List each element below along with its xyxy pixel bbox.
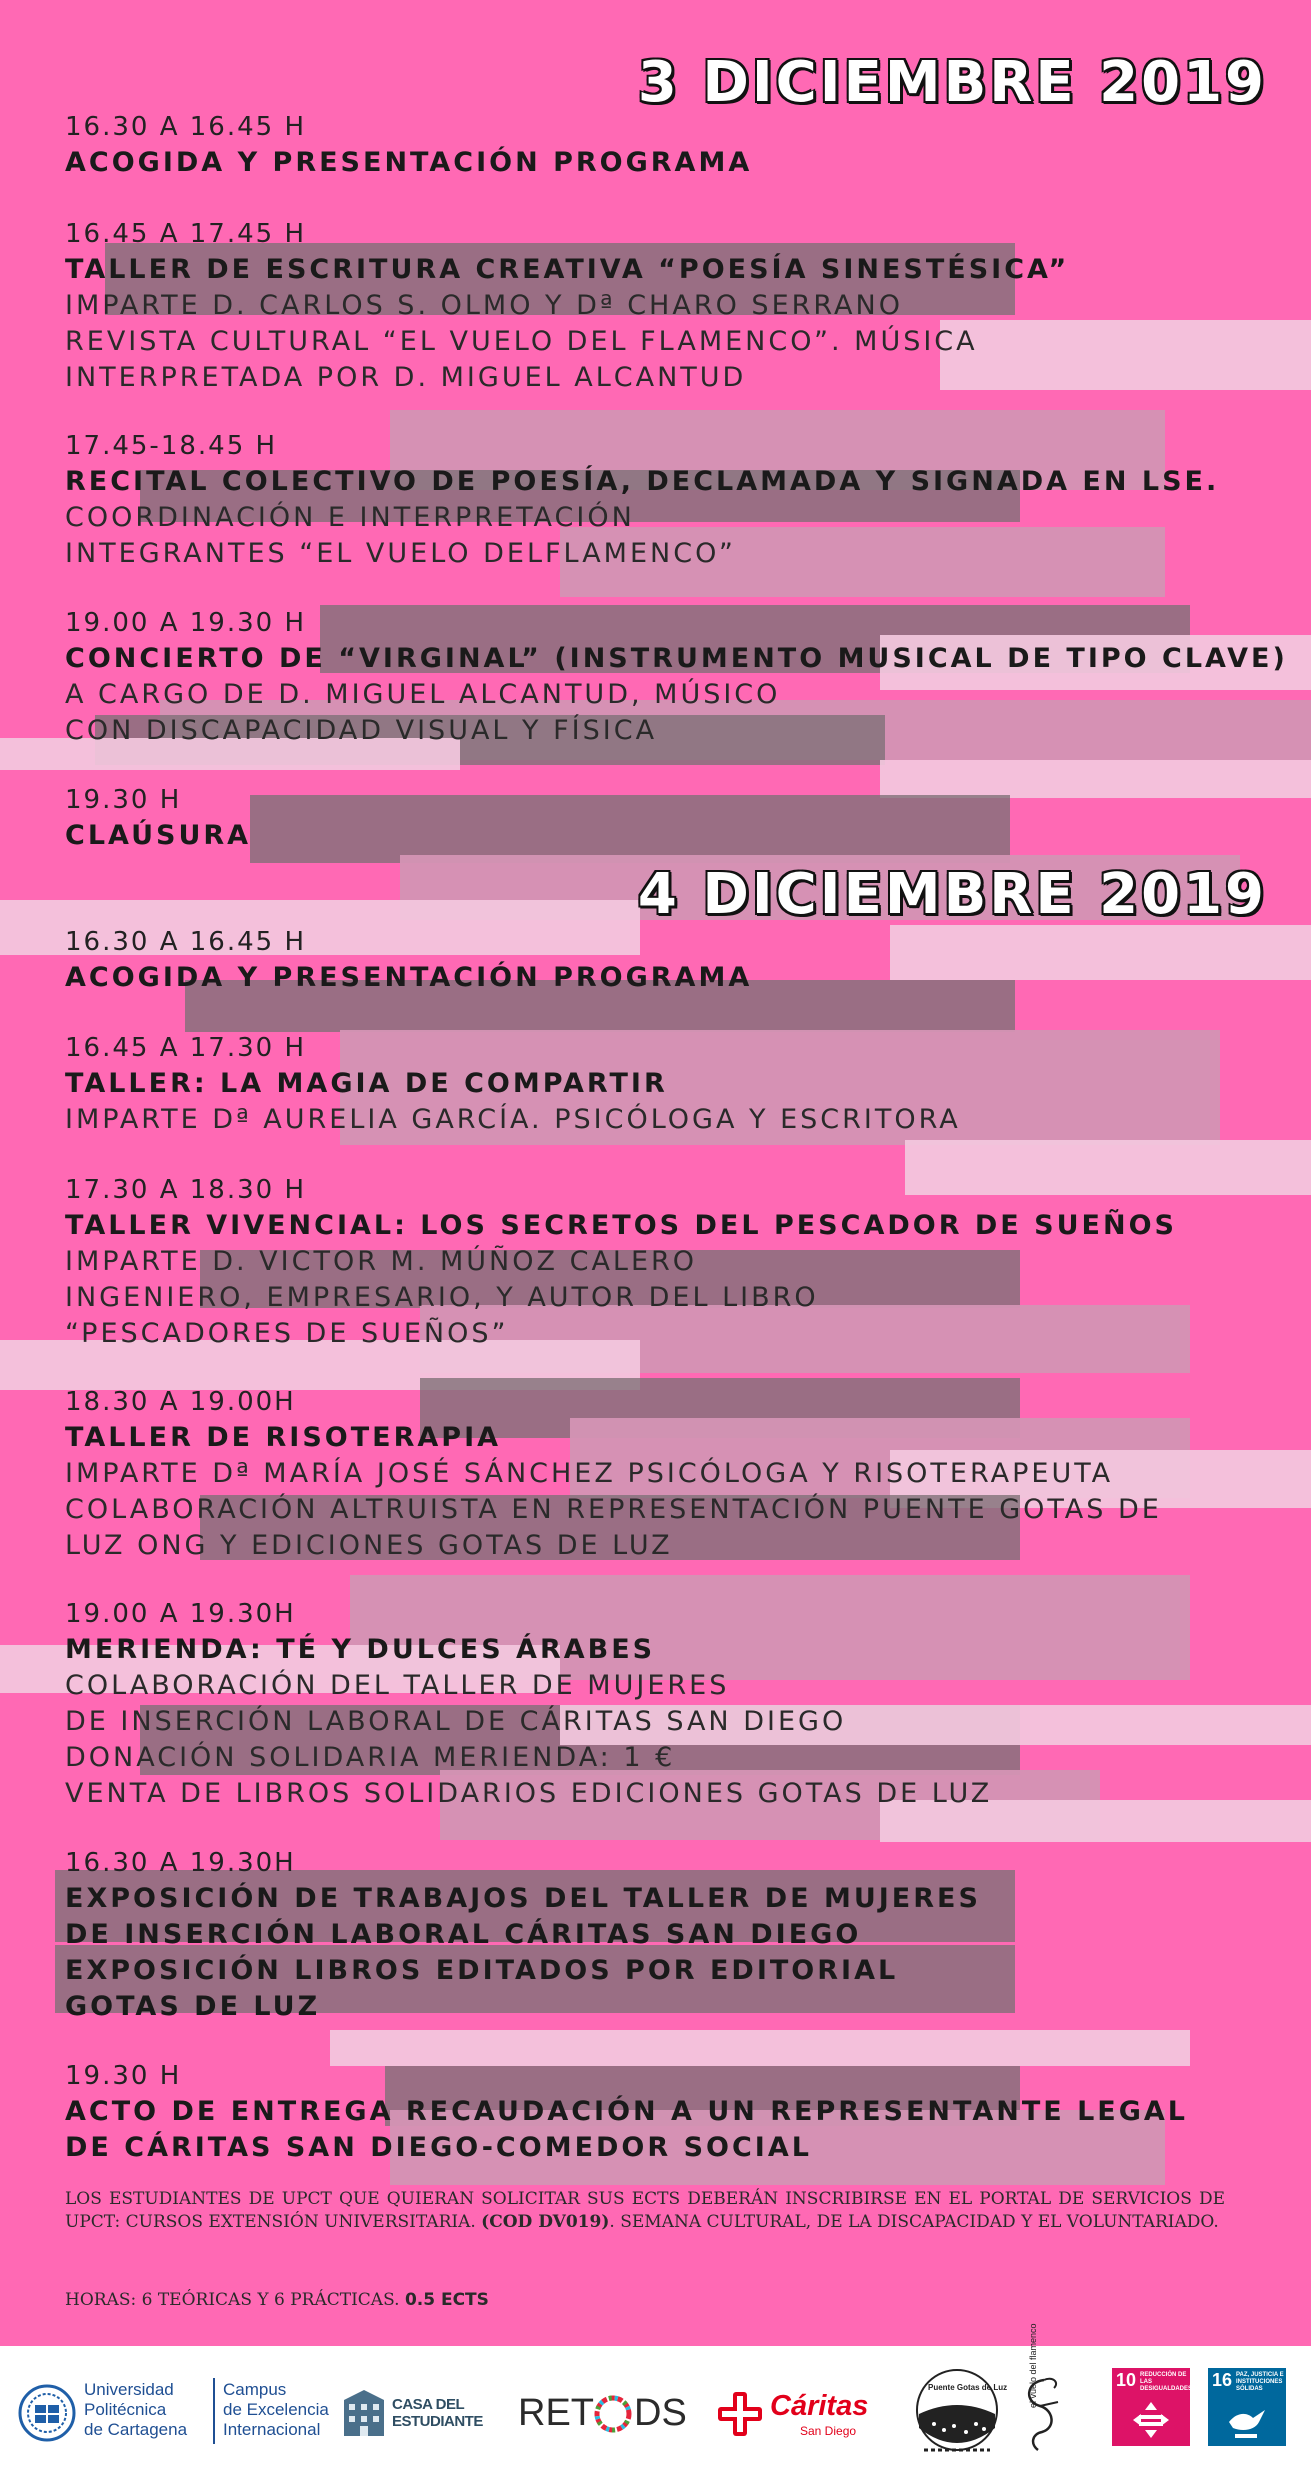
event-detail: VENTA DE LIBROS SOLIDARIOS EDICIONES GOTAS DE LUZ	[65, 1778, 993, 1809]
event-title: CONCIERTO DE “VIRGINAL” (INSTRUMENTO MUSICAL DE TIPO CLAVE)	[65, 643, 1288, 674]
event-detail: IMPARTE D. CARLOS S. OLMO Y Dª CHARO SERRANO	[65, 290, 903, 321]
gotas-de-luz-text: Puente Gotas de Luz	[928, 2383, 1008, 2392]
dove-gavel-icon	[1225, 2404, 1269, 2442]
event-detail: LUZ ONG Y EDICIONES GOTAS DE LUZ	[65, 1530, 673, 1561]
building-icon	[340, 2386, 388, 2438]
casa-line1: CASA DEL	[392, 2396, 465, 2413]
upct-line1: Universidad	[84, 2380, 174, 2399]
campus-line1: Campus	[223, 2380, 287, 2399]
gotas-de-luz-emblem-icon	[914, 2366, 1000, 2462]
logo-bar	[0, 2323, 1311, 2480]
vuelo-flamenco-logo	[1014, 2323, 1094, 2468]
upct-line2: Politécnica	[84, 2400, 167, 2419]
event-time: 19.30 H	[65, 2061, 182, 2091]
event-detail: IMPARTE Dª AURELIA GARCÍA. PSICÓLOGA Y ESCRITORA	[65, 1104, 961, 1135]
event-detail: INTERPRETADA POR D. MIGUEL ALCANTUD	[65, 362, 747, 393]
retods-logo	[518, 2386, 698, 2442]
caritas-sub: San Diego	[800, 2424, 857, 2438]
footnote-text: LOS ESTUDIANTES DE UPCT QUE QUIERAN SOLICITAR SUS ECTS DEBERÁN INSCRIBIRSE EN EL PORTAL DE SERVICIOS DE UPCT: CURSOS EXTENSIÓN UNIVERSITARIA.	[65, 2189, 1225, 2232]
day1-event-2	[65, 216, 1275, 396]
footnote-text-end: . SEMANA CULTURAL, DE LA DISCAPACIDAD Y EL VOLUNTARIADO.	[609, 2212, 1219, 2232]
day2-event-7	[65, 2058, 1275, 2166]
event-detail: INTEGRANTES “EL VUELO DELFLAMENCO”	[65, 538, 736, 569]
retods-text-right: DS	[634, 2392, 687, 2434]
event-title: RECITAL COLECTIVO DE POESÍA, DECLAMADA Y SIGNADA EN LSE.	[65, 466, 1220, 497]
event-title: TALLER DE RISOTERAPIA	[65, 1422, 502, 1453]
event-time: 17.45-18.45 H	[65, 431, 278, 461]
campus-line2: de Excelencia	[223, 2400, 329, 2419]
event-time: 19.00 A 19.30H	[65, 1599, 296, 1629]
event-title: CLAÚSURA	[65, 820, 252, 851]
event-title: ACTO DE ENTREGA RECAUDACIÓN A UN REPRESENTANTE LEGAL	[65, 2096, 1188, 2127]
flamenco-text: el vuelo del flamenco	[1028, 2323, 1038, 2408]
event-detail: INGENIERO, EMPRESARIO, Y AUTOR DEL LIBRO	[65, 1282, 819, 1313]
event-title: EXPOSICIÓN LIBROS EDITADOS POR EDITORIAL	[65, 1955, 899, 1986]
casa-estudiante-logo	[340, 2384, 500, 2444]
day2-event-5	[65, 1596, 1275, 1812]
event-title: TALLER DE ESCRITURA CREATIVA “POESÍA SINESTÉSICA”	[65, 254, 1070, 285]
event-title: GOTAS DE LUZ	[65, 1991, 321, 2022]
day2-date-heading: 4 DICIEMBRE 2019	[637, 862, 1267, 927]
casa-line2: ESTUDIANTE	[392, 2413, 483, 2430]
event-detail: A CARGO DE D. MIGUEL ALCANTUD, MÚSICO	[65, 679, 781, 710]
event-time: 16.45 A 17.30 H	[65, 1033, 306, 1063]
campus-line3: Internacional	[223, 2420, 321, 2439]
event-title: TALLER VIVENCIAL: LOS SECRETOS DEL PESCADOR DE SUEÑOS	[65, 1210, 1177, 1241]
course-code: (COD DV019)	[481, 2212, 610, 2232]
event-time: 16.45 A 17.45 H	[65, 219, 306, 249]
caritas-logo	[714, 2386, 904, 2446]
event-detail: COLABORACIÓN DEL TALLER DE MUJERES	[65, 1670, 730, 1701]
upct-seal-icon	[18, 2384, 76, 2442]
sdg-10-label: REDUCCIÓN DE LAS DESIGUALDADES	[1140, 2372, 1193, 2392]
day2-event-6	[65, 1845, 1275, 2025]
event-detail: REVISTA CULTURAL “EL VUELO DEL FLAMENCO”. MÚSICA	[65, 326, 978, 357]
event-title: ACOGIDA Y PRESENTACIÓN PROGRAMA	[65, 962, 753, 993]
event-title: ACOGIDA Y PRESENTACIÓN PROGRAMA	[65, 147, 753, 178]
hours-text: HORAS: 6 TEÓRICAS Y 6 PRÁCTICAS.	[65, 2290, 400, 2310]
event-title: TALLER: LA MAGIA DE COMPARTIR	[65, 1068, 668, 1099]
event-time: 18.30 A 19.00H	[65, 1387, 296, 1417]
event-time: 16.30 A 16.45 H	[65, 112, 306, 142]
sdg-wheel-icon	[594, 2395, 632, 2433]
day2-event-4	[65, 1384, 1275, 1564]
upct-logo	[18, 2378, 329, 2448]
event-title: EXPOSICIÓN DE TRABAJOS DEL TALLER DE MUJERES	[65, 1883, 981, 1914]
event-detail: DONACIÓN SOLIDARIA MERIENDA: 1 €	[65, 1742, 676, 1773]
sdg-10-badge	[1112, 2368, 1193, 2446]
equality-icon	[1131, 2400, 1171, 2440]
ects-footnote	[65, 2188, 1225, 2234]
day2-event-3	[65, 1172, 1275, 1352]
day1-date-heading: 3 DICIEMBRE 2019	[637, 50, 1267, 115]
event-time: 19.30 H	[65, 785, 182, 815]
event-detail: DE INSERCIÓN LABORAL DE CÁRITAS SAN DIEGO	[65, 1706, 847, 1737]
day1-event-3	[65, 428, 1275, 572]
day2-event-1	[65, 924, 1275, 996]
flamenco-bird-icon	[1014, 2372, 1074, 2458]
event-title: MERIENDA: TÉ Y DULCES ÁRABES	[65, 1634, 656, 1665]
event-time: 19.00 A 19.30 H	[65, 608, 306, 638]
sdg-10-number: 10	[1116, 2370, 1137, 2390]
sdg-16-badge	[1208, 2368, 1286, 2446]
event-time: 16.30 A 16.45 H	[65, 927, 306, 957]
upct-line3: de Cartagena	[84, 2420, 188, 2439]
caritas-cross-icon	[714, 2388, 766, 2440]
event-detail: IMPARTE Dª MARÍA JOSÉ SÁNCHEZ PSICÓLOGA Y RISOTERAPEUTA	[65, 1458, 1114, 1489]
event-time: 17.30 A 18.30 H	[65, 1175, 306, 1205]
caritas-name: Cáritas	[770, 2390, 869, 2422]
sdg-16-number: 16	[1212, 2370, 1233, 2390]
event-detail: COLABORACIÓN ALTRUISTA EN REPRESENTACIÓN PUENTE GOTAS DE	[65, 1494, 1162, 1525]
event-time: 16.30 A 19.30H	[65, 1848, 296, 1878]
event-detail: “PESCADORES DE SUEÑOS”	[65, 1318, 509, 1349]
event-title: DE CÁRITAS SAN DIEGO-COMEDOR SOCIAL	[65, 2132, 812, 2163]
day1-event-5	[65, 782, 1275, 854]
day1-event-1	[65, 109, 1275, 181]
gotas-de-luz-logo	[914, 2366, 1008, 2466]
logo-divider	[213, 2378, 215, 2444]
event-detail: COORDINACIÓN E INTERPRETACIÓN	[65, 502, 635, 533]
day1-event-4	[65, 605, 1288, 749]
event-detail: IMPARTE D. VICTOR M. MÚÑOZ CALERO	[65, 1246, 698, 1277]
ects-credits: 0.5 ECTS	[404, 2290, 489, 2310]
event-title: DE INSERCIÓN LABORAL CÁRITAS SAN DIEGO	[65, 1919, 862, 1950]
hours-line	[65, 2290, 489, 2310]
sdg-16-label: PAZ, JUSTICIA E INSTITUCIONES SÓLIDAS	[1236, 2372, 1284, 2392]
event-detail: CON DISCAPACIDAD VISUAL Y FÍSICA	[65, 715, 658, 746]
day2-event-2	[65, 1030, 1275, 1138]
retods-text-left: RET	[518, 2392, 594, 2434]
